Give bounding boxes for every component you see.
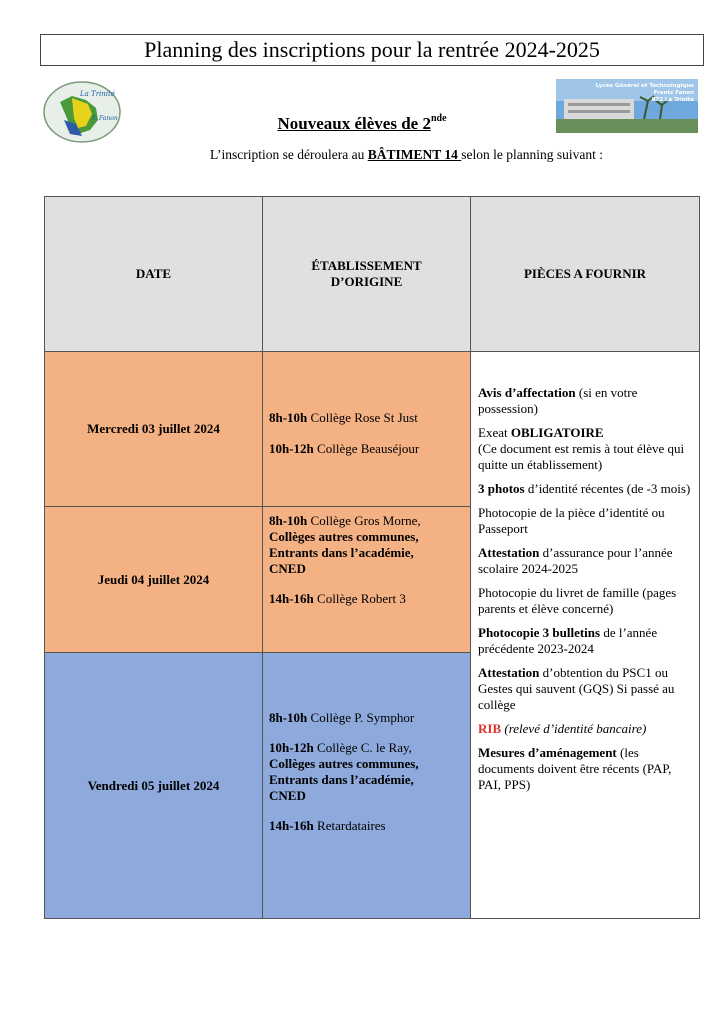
piece-bold: Photocopie 3 bulletins [478, 625, 601, 640]
slot-text: Collège Gros Morne, [307, 513, 421, 528]
piece-bold: Avis d’affectation [478, 385, 576, 400]
page-title: Planning des inscriptions pour la rentrée 2024-2025 [40, 34, 704, 66]
slot-text: Collège C. le Ray, [313, 740, 412, 755]
piece-item [478, 745, 693, 793]
piece-text: de l’année précédente 2023-2024 [478, 625, 658, 656]
slot-time: 10h-12h [269, 740, 314, 755]
piece-item [478, 545, 693, 577]
piece-item [478, 425, 693, 473]
slot-time: 14h-16h [269, 591, 314, 606]
slot-time: 8h-10h [269, 710, 308, 725]
date-cell: Mercredi 03 juillet 2024 [45, 352, 263, 507]
slot-text: Retardataires [313, 818, 386, 833]
piece-bold: 3 photos [478, 481, 525, 496]
slot-bold-line: Collèges autres communes, [269, 756, 419, 771]
photo-text-3: 972 La Trinité [651, 97, 694, 103]
piece-bold: Attestation [478, 665, 540, 680]
subtitle-sup: nde [430, 113, 447, 124]
table-row [45, 352, 700, 507]
intro-location: BÂTIMENT 14 [367, 147, 462, 162]
photo-text-2: Frantz Fanon [653, 90, 694, 96]
piece-item [478, 721, 693, 737]
etab-cell [263, 653, 471, 919]
intro-text [210, 147, 603, 163]
piece-text: Exeat [478, 425, 511, 440]
piece-text: d’obtention du PSC1 ou Gestes qui sauvent (GQS) Si passé au collège [478, 665, 675, 712]
slot [269, 591, 464, 607]
table-header-row [45, 197, 700, 352]
header-etablissement [263, 197, 471, 352]
pieces-cell [471, 352, 700, 919]
slot-bold-line: CNED [269, 561, 306, 576]
piece-item [478, 665, 693, 713]
piece-text: (si en votre possession) [478, 385, 638, 416]
piece-text: Photocopie du livret de famille (pages parents et élève concerné) [478, 585, 677, 616]
piece-item [478, 385, 693, 417]
slot [269, 441, 464, 457]
piece-item [478, 481, 693, 497]
date-cell: Jeudi 04 juillet 2024 [45, 507, 263, 653]
piece-item [478, 585, 693, 617]
etab-cell [263, 352, 471, 507]
piece-text: d’identité récentes (de -3 mois) [524, 481, 691, 496]
slot [269, 818, 464, 834]
piece-text: Photocopie de la pièce d’identité ou Passeport [478, 505, 665, 536]
planning-table [44, 196, 700, 919]
header-etab-line1: ÉTABLISSEMENT [311, 258, 422, 273]
piece-bold: Mesures d’aménagement [478, 745, 617, 760]
slot-time: 8h-10h [269, 410, 308, 425]
piece-bold: Attestation [478, 545, 540, 560]
slot-bold-line: Entrants dans l’académie, [269, 772, 414, 787]
slot-bold-line: Entrants dans l’académie, [269, 545, 414, 560]
piece-item [478, 625, 693, 657]
subtitle-main: Nouveaux élèves de 2 [277, 114, 431, 133]
piece-text: (les documents doivent être récents (PAP, PAI, PPS) [478, 745, 672, 792]
slot [269, 710, 464, 726]
header-pieces: PIÈCES A FOURNIR [471, 197, 700, 352]
slot-text: Collège Robert 3 [313, 591, 406, 606]
header-etab-line2: D’ORIGINE [330, 274, 403, 289]
slot-text: Collège Rose St Just [307, 410, 418, 425]
slot-time: 8h-10h [269, 513, 308, 528]
piece-item [478, 505, 693, 537]
slot-bold-line: CNED [269, 788, 306, 803]
date-cell: Vendredi 05 juillet 2024 [45, 653, 263, 919]
slot [269, 740, 464, 756]
piece-italic: (relevé d’identité bancaire) [501, 721, 647, 736]
school-logo-left [42, 80, 122, 144]
slot-time: 10h-12h [269, 441, 314, 456]
slot-text: Collège P. Symphor [307, 710, 415, 725]
piece-bold: OBLIGATOIRE [510, 425, 604, 440]
piece-text: d’assurance pour l’année scolaire 2024-2025 [478, 545, 673, 576]
slot [269, 513, 464, 529]
photo-text-1: Lycée Général et Technologique [595, 83, 694, 89]
slot [269, 410, 464, 426]
piece-text: (Ce document est remis à tout élève qui quitte un établissement) [478, 441, 685, 472]
subtitle [0, 113, 724, 134]
intro-after: selon le planning suivant : [461, 147, 603, 162]
slot-time: 14h-16h [269, 818, 314, 833]
etab-cell [263, 507, 471, 653]
slot-bold-line: Collèges autres communes, [269, 529, 419, 544]
piece-red: RIB [478, 721, 502, 736]
logo-text-1: La Trinité [80, 90, 116, 98]
logo-text-2: F. Fanon [92, 115, 118, 122]
header-date: DATE [45, 197, 263, 352]
intro-before: L’inscription se déroulera au [210, 147, 368, 162]
slot-text: Collège Beauséjour [313, 441, 420, 456]
